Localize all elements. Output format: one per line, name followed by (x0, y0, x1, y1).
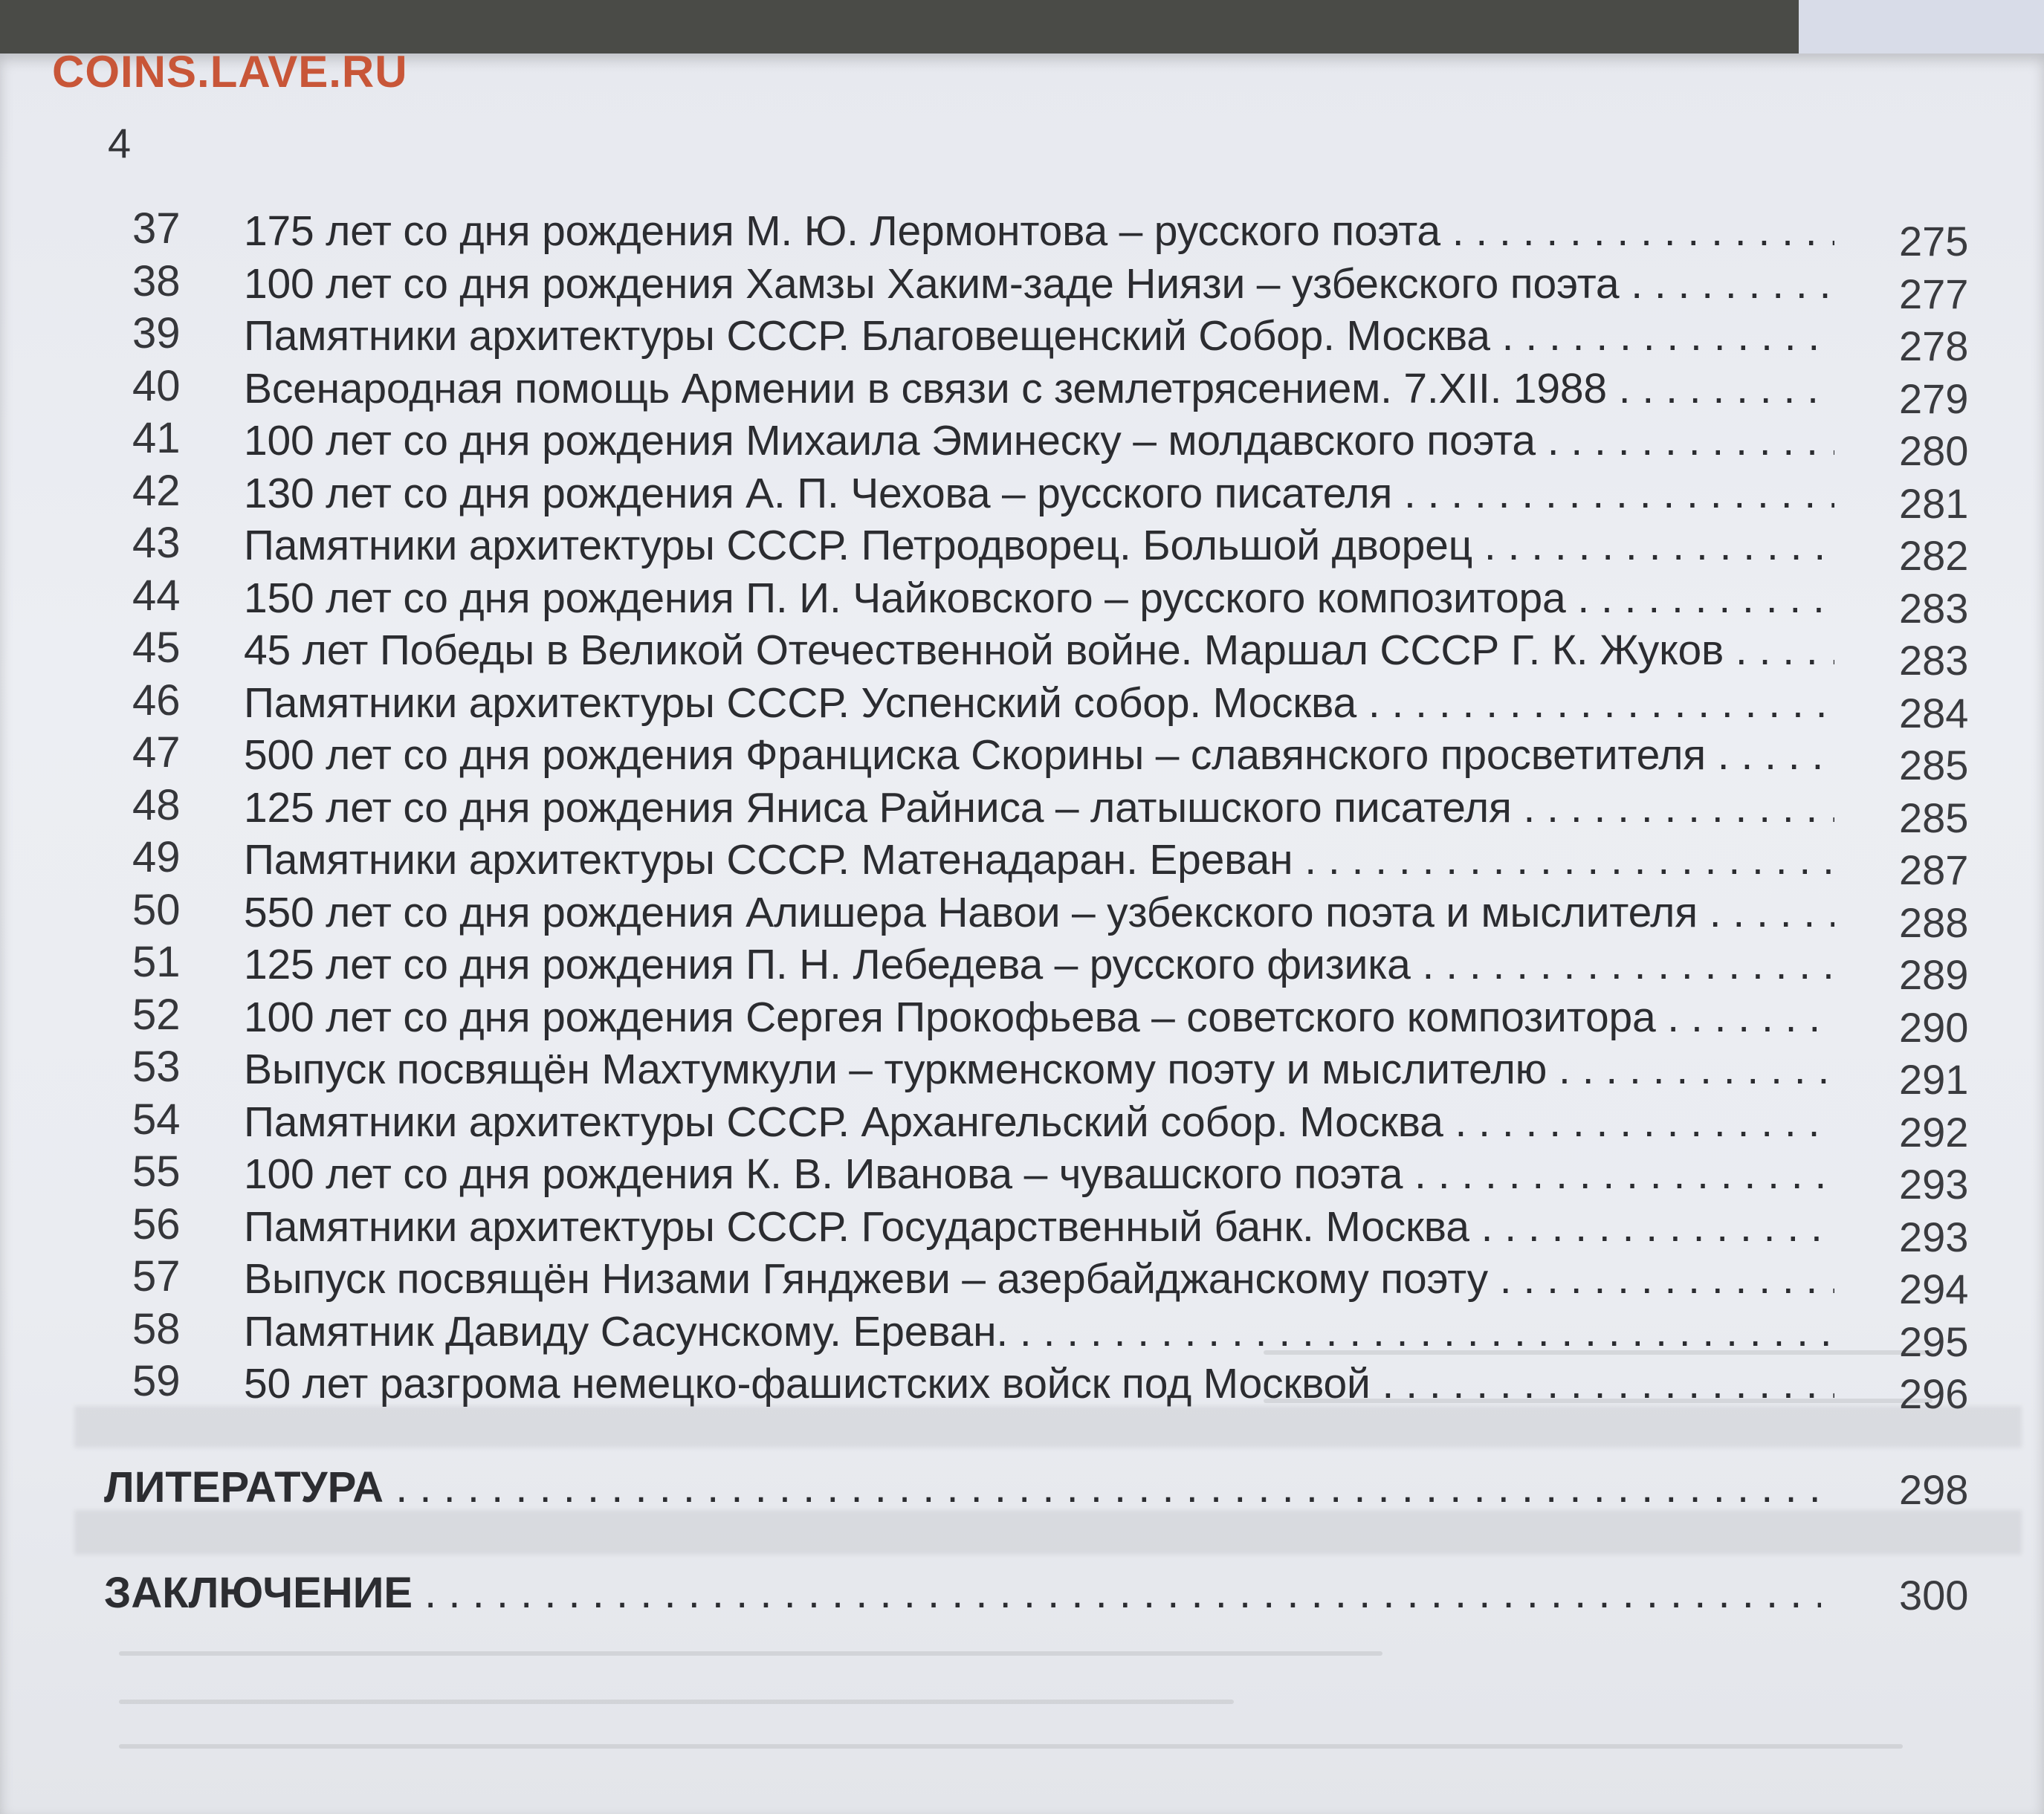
entry-page-number: 296 (1899, 1370, 1969, 1417)
entry-number: 43 (132, 519, 181, 567)
section-title: ЛИТЕРАТУРА . . . (104, 1462, 1821, 1512)
entry-title: Памятники архитектуры СССР. Матенадаран. Ереван . . . (244, 835, 1834, 884)
entry-page-number: 293 (1899, 1213, 1969, 1260)
entry-page-number: 278 (1899, 323, 1969, 369)
entry-number: 50 (132, 885, 181, 934)
toc-entry (0, 253, 2044, 317)
entry-page-number: 283 (1899, 637, 1969, 684)
entry-title: Памятники архитектуры СССР. Успенский собор. Москва . . . (244, 678, 1834, 728)
entry-title: 125 лет со дня рождения Яниса Райниса – латышского писателя . . . (244, 783, 1834, 832)
entry-title: Памятники архитектуры СССР. Петродворец. Большой дворец . . . (244, 521, 1834, 570)
entry-title: Памятники архитектуры СССР. Государственный банк. Москва . . . (244, 1202, 1834, 1251)
entry-number: 53 (132, 1043, 181, 1091)
entry-page-number: 277 (1899, 270, 1969, 317)
entry-number: 37 (132, 204, 181, 253)
entry-title: Выпуск посвящён Махтумкули – туркменскому поэту и мыслителю . . . (244, 1045, 1834, 1094)
table-of-contents (0, 201, 2044, 1417)
entry-number: 51 (132, 938, 181, 986)
entry-page-number: 285 (1899, 794, 1969, 841)
toc-entry (0, 829, 2044, 893)
entry-title: 100 лет со дня рождения Михаила Эминеску – молдавского поэта . . . (244, 416, 1834, 465)
toc-entry (0, 673, 2044, 736)
watermark: COINS.LAVE.RU (52, 47, 408, 97)
entry-number: 55 (132, 1147, 181, 1196)
toc-entry (0, 934, 2044, 998)
bleed-through-line (119, 1651, 1382, 1656)
entry-page-number: 279 (1899, 375, 1969, 422)
toc-entry (0, 1092, 2044, 1156)
toc-entry (0, 463, 2044, 527)
entry-title: Всенародная помощь Армении в связи с землетрясением. 7.XII. 1988 . . . (244, 364, 1834, 413)
toc-entry (0, 1353, 2044, 1417)
entry-page-number: 281 (1899, 479, 1969, 527)
entry-page-number: 284 (1899, 689, 1969, 736)
toc-entry (0, 515, 2044, 579)
section-literature (0, 1462, 2044, 1522)
entry-number: 48 (132, 780, 181, 829)
entry-page-number: 293 (1899, 1161, 1969, 1208)
entry-number: 52 (132, 990, 181, 1039)
entry-number: 54 (132, 1095, 181, 1144)
entry-number: 41 (132, 414, 181, 462)
entry-number: 44 (132, 571, 181, 620)
entry-title: 150 лет со дня рождения П. И. Чайковского – русского композитора . . . (244, 574, 1834, 623)
section-title: ЗАКЛЮЧЕНИЕ . . . (104, 1568, 1821, 1618)
entry-title: 125 лет со дня рождения П. Н. Лебедева – русского физика . . . (244, 940, 1834, 989)
entry-number: 40 (132, 361, 181, 410)
bleed-through-line (119, 1744, 1903, 1749)
entry-number: 42 (132, 466, 181, 515)
entry-number: 46 (132, 676, 181, 725)
entry-title: 100 лет со дня рождения К. В. Иванова – чувашского поэта . . . (244, 1150, 1834, 1199)
entry-title: Памятники архитектуры СССР. Архангельский собор. Москва . . . (244, 1098, 1834, 1147)
section-conclusion (0, 1568, 2044, 1627)
entry-number: 56 (132, 1199, 181, 1248)
toc-entry (0, 1248, 2044, 1312)
toc-entry (0, 201, 2044, 265)
toc-entry (0, 987, 2044, 1051)
bleed-through-line (119, 1700, 1234, 1704)
entry-page-number: 295 (1899, 1318, 1969, 1365)
entry-number: 45 (132, 623, 181, 672)
toc-entry (0, 1039, 2044, 1103)
entry-title: 50 лет разгрома немецко-фашистских войск под Москвой . . . (244, 1359, 1834, 1408)
toc-entry (0, 568, 2044, 632)
entry-page-number: 287 (1899, 846, 1969, 893)
toc-entry (0, 1144, 2044, 1208)
entry-number: 39 (132, 309, 181, 357)
toc-entry (0, 1301, 2044, 1365)
entry-page-number: 292 (1899, 1108, 1969, 1156)
entry-page-number: 288 (1899, 898, 1969, 946)
entry-title: Выпуск посвящён Низами Гянджеви – азербайджанскому поэту . . . (244, 1254, 1834, 1303)
section-page-number: 298 (1899, 1466, 1969, 1513)
entry-page-number: 289 (1899, 951, 1969, 998)
entry-number: 57 (132, 1252, 181, 1300)
toc-entry (0, 725, 2044, 788)
entry-title: 550 лет со дня рождения Алишера Навои – узбекского поэта и мыслителя . . . (244, 888, 1834, 937)
entry-page-number: 291 (1899, 1056, 1969, 1103)
toc-entry (0, 620, 2044, 684)
toc-entry (0, 305, 2044, 369)
entry-title: 100 лет со дня рождения Сергея Прокофьева – советского композитора . . . (244, 993, 1834, 1042)
toc-entry (0, 358, 2044, 422)
toc-entry (0, 882, 2044, 946)
entry-number: 49 (132, 833, 181, 881)
entry-page-number: 285 (1899, 742, 1969, 788)
entry-title: 175 лет со дня рождения М. Ю. Лермонтова – русского поэта . . . (244, 207, 1834, 256)
entry-title: 100 лет со дня рождения Хамзы Хаким-заде Ниязи – узбекского поэта . . . (244, 259, 1834, 308)
section-page-number: 300 (1899, 1572, 1969, 1619)
entry-title: 45 лет Победы в Великой Отечественной войне. Маршал СССР Г. К. Жуков . . . (244, 626, 1834, 675)
entry-title: Памятник Давиду Сасунскому. Ереван. . . . (244, 1307, 1834, 1356)
entry-page-number: 282 (1899, 532, 1969, 579)
entry-title: 130 лет со дня рождения А. П. Чехова – русского писателя . . . (244, 469, 1834, 518)
entry-title: 500 лет со дня рождения Франциска Скорины – славянского просветителя . . . (244, 731, 1834, 780)
toc-entry (0, 410, 2044, 474)
entry-title: Памятники архитектуры СССР. Благовещенский Собор. Москва . . . (244, 311, 1834, 360)
toc-entry (0, 1196, 2044, 1260)
entry-page-number: 283 (1899, 584, 1969, 632)
entry-number: 59 (132, 1357, 181, 1405)
page-number: 4 (108, 120, 132, 166)
entry-number: 38 (132, 256, 181, 305)
toc-entry (0, 777, 2044, 841)
entry-page-number: 294 (1899, 1266, 1969, 1312)
entry-page-number: 280 (1899, 427, 1969, 474)
entry-number: 47 (132, 728, 181, 777)
entry-page-number: 290 (1899, 1003, 1969, 1051)
bleed-through-band (74, 1406, 2022, 1448)
entry-number: 58 (132, 1304, 181, 1353)
entry-page-number: 275 (1899, 218, 1969, 265)
